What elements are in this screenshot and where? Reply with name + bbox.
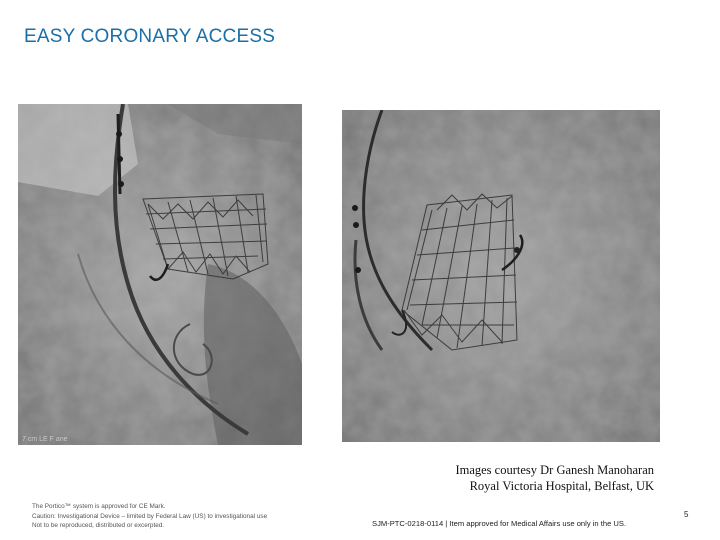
fluoroscopy-left-graphic xyxy=(18,104,302,445)
fluoroscopy-image-right xyxy=(342,110,660,442)
fluoroscopy-right-graphic xyxy=(342,110,660,442)
footnote-line-1: The Portico™ system is approved for CE Mark. xyxy=(32,503,166,510)
document-id: SJM-PTC-0218-0114 | Item approved for Medical Affairs use only in the US. xyxy=(372,519,627,528)
slide-title: EASY CORONARY ACCESS xyxy=(24,26,276,47)
footnote-line-3: Not to be reproduced, distributed or excerpted. xyxy=(32,522,165,529)
courtesy-line-1: Images courtesy Dr Ganesh Manoharan xyxy=(455,463,654,477)
image-corner-text: 7 cm LE F ane xyxy=(22,436,68,443)
courtesy-line-2: Royal Victoria Hospital, Belfast, UK xyxy=(469,479,654,493)
regulatory-footnote xyxy=(32,502,267,531)
fluoroscopy-image-left xyxy=(18,104,302,445)
footnote-line-2: Caution: Investigational Device – limited by Federal Law (US) to investigational use xyxy=(32,512,268,520)
image-courtesy-caption xyxy=(455,462,654,494)
page-number: 5 xyxy=(684,510,689,519)
